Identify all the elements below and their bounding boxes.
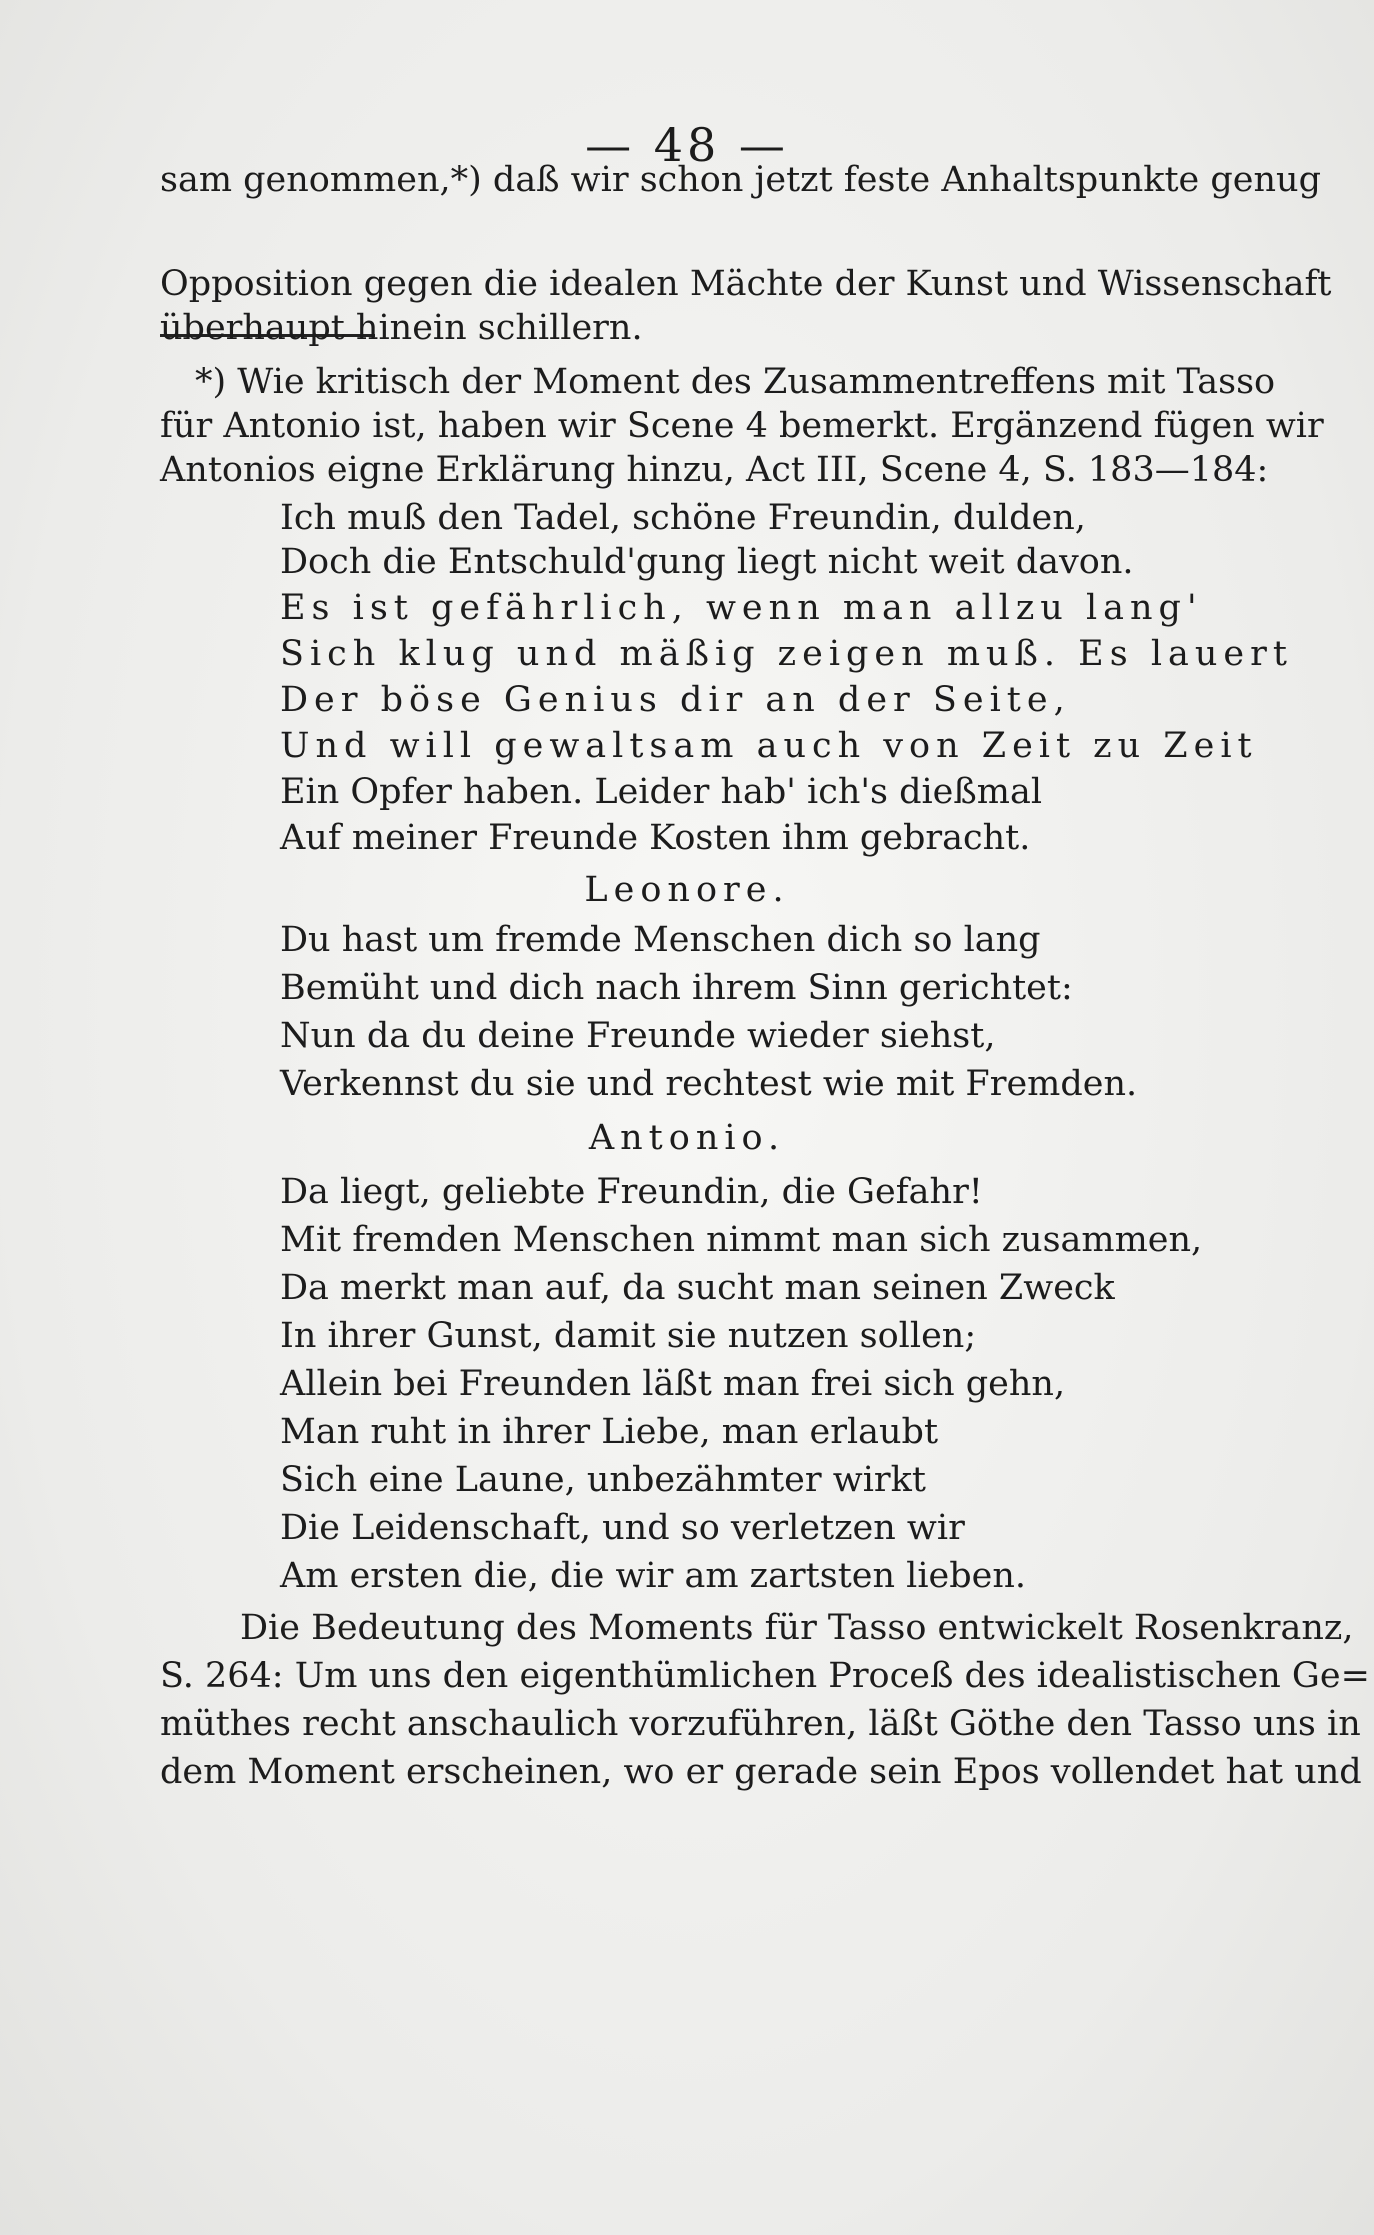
verse-2-line-2: Bemüht und dich nach ihrem Sinn gerichtet: [280, 968, 1073, 1008]
verse-3-line-5: Allein bei Freunden läßt man frei sich gehn, [280, 1364, 1066, 1404]
verse-1-line-4: Sich klug und mäßig zeigen muß. Es lauert [280, 634, 1293, 674]
speaker-antonio: Antonio. [588, 1118, 786, 1158]
note-line-1: Opposition gegen die idealen Mächte der Kunst und Wissenschaft [160, 264, 1332, 304]
speaker-leonore: Leonore. [584, 870, 790, 910]
verse-3-line-6: Man ruht in ihrer Liebe, man erlaubt [280, 1412, 939, 1452]
closing-line-4: dem Moment erscheinen, wo er gerade sein Epos vollendet hat und [160, 1752, 1362, 1792]
verse-1-line-7: Ein Opfer haben. Leider hab' ich's dießmal [280, 772, 1043, 812]
footnote-line-2: für Antonio ist, haben wir Scene 4 bemerkt. Ergänzend fügen wir [160, 406, 1324, 446]
verse-2-line-3: Nun da du deine Freunde wieder siehst, [280, 1016, 996, 1056]
footnote-line-3: Antonios eigne Erklärung hinzu, Act III, Scene 4, S. 183—184: [160, 450, 1269, 490]
verse-3-line-3: Da merkt man auf, da sucht man seinen Zweck [280, 1268, 1115, 1308]
verse-1-line-8: Auf meiner Freunde Kosten ihm gebracht. [280, 818, 1031, 858]
verse-3-line-1: Da liegt, geliebte Freundin, die Gefahr! [280, 1172, 983, 1212]
verse-2-line-4: Verkennst du sie und rechtest wie mit Fremden. [280, 1064, 1138, 1104]
page-number: — 48 — [585, 118, 789, 172]
verse-3-line-8: Die Leidenschaft, und so verletzen wir [280, 1508, 965, 1548]
verse-1-line-3: Es ist gefährlich, wenn man allzu lang' [280, 588, 1203, 628]
verse-1-line-5: Der böse Genius dir an der Seite, [280, 680, 1071, 720]
verse-2-line-1: Du hast um fremde Menschen dich so lang [280, 920, 1041, 960]
verse-1-line-1: Ich muß den Tadel, schöne Freundin, dulden, [280, 498, 1086, 538]
footnote-line-1: *) Wie kritisch der Moment des Zusammentreffens mit Tasso [195, 362, 1276, 402]
verse-3-line-7: Sich eine Laune, unbezähmter wirkt [280, 1460, 926, 1500]
closing-line-2: S. 264: Um uns den eigenthümlichen Proceß des idealistischen Ge= [160, 1656, 1370, 1696]
note-line-2: überhaupt hinein schillern. [160, 308, 643, 348]
verse-1-line-2: Doch die Entschuld'gung liegt nicht weit davon. [280, 542, 1134, 582]
verse-3-line-2: Mit fremden Menschen nimmt man sich zusammen, [280, 1220, 1203, 1260]
closing-line-1: Die Bedeutung des Moments für Tasso entwickelt Rosenkranz, [240, 1608, 1354, 1648]
body-line-top: sam genommen,*) daß wir schon jetzt feste Anhaltspunkte genug [160, 160, 1321, 200]
verse-1-line-6: Und will gewaltsam auch von Zeit zu Zeit [280, 726, 1258, 766]
closing-line-3: müthes recht anschaulich vorzuführen, läßt Göthe den Tasso uns in [160, 1704, 1361, 1744]
verse-3-line-4: In ihrer Gunst, damit sie nutzen sollen; [280, 1316, 977, 1356]
verse-3-line-9: Am ersten die, die wir am zartsten lieben. [280, 1556, 1027, 1596]
